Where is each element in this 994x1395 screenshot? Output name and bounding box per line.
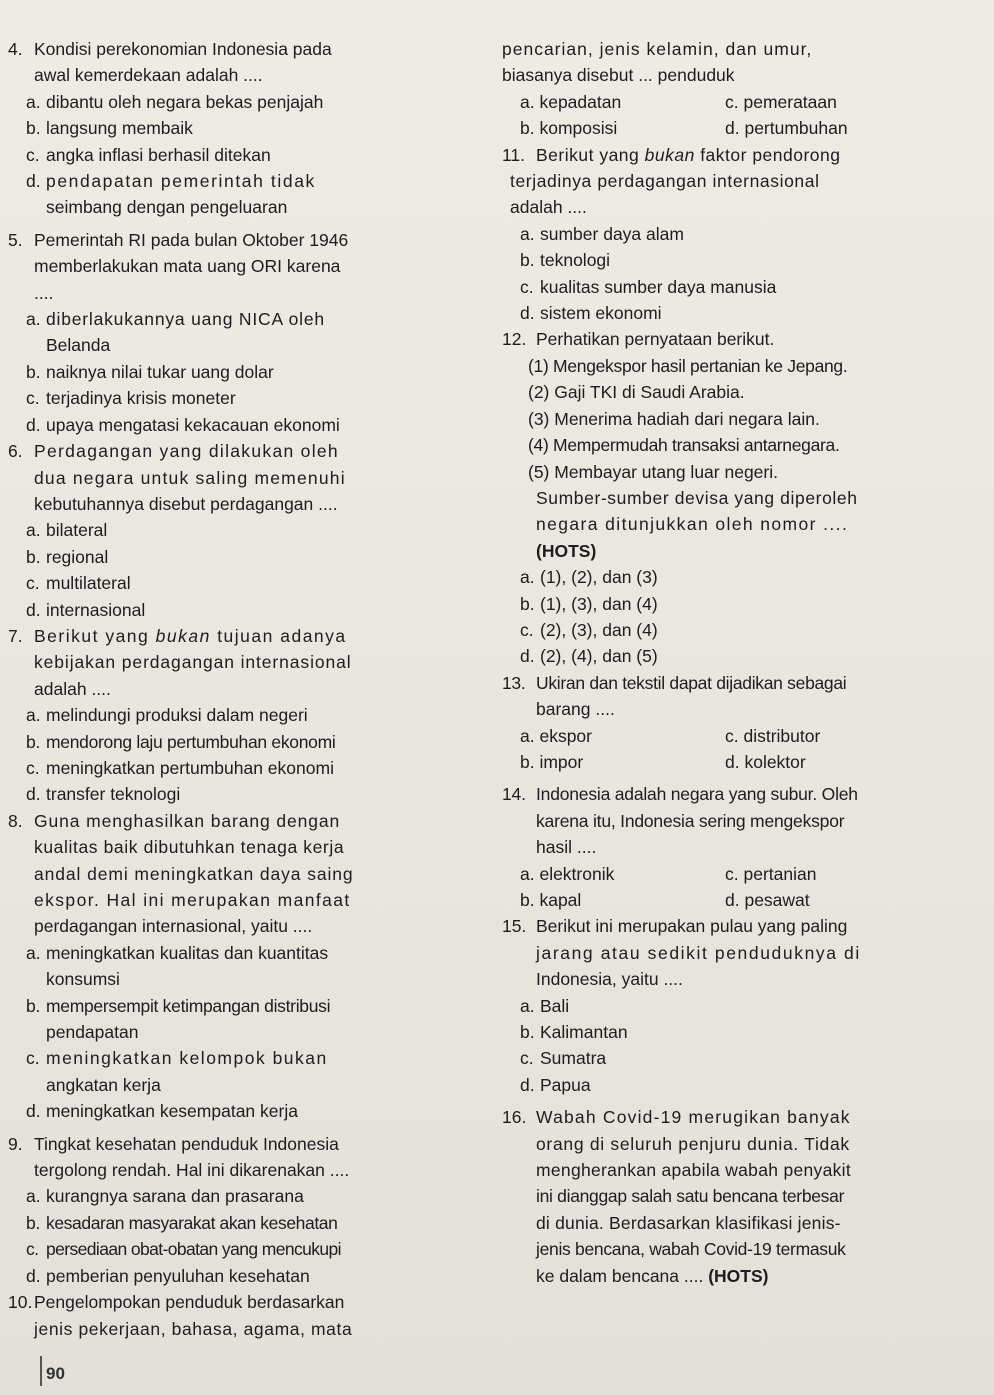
option-text: mempersempit ketimpangan distribusi — [46, 995, 331, 1016]
option-c[interactable] — [8, 385, 486, 411]
option-letter: d. — [520, 646, 535, 667]
option-letter: c. — [26, 573, 40, 594]
text-line-wrap — [502, 168, 988, 194]
option-text: (1), (3), dan (4) — [540, 593, 658, 614]
option-text: pendapatan — [46, 1022, 139, 1043]
text-line-wrap — [8, 1157, 486, 1183]
text-line: pencarian, jenis kelamin, dan umur, — [502, 39, 813, 59]
option-text: regional — [46, 546, 109, 567]
option-letter: b. — [26, 361, 41, 382]
option-text: Kalimantan — [540, 1022, 628, 1043]
text-line: Indonesia, yaitu .... — [536, 969, 683, 990]
option-b[interactable]: b. kapal — [520, 890, 582, 910]
text-line: jarang atau sedikit penduduknya di — [536, 942, 861, 963]
option-letter: a. — [520, 567, 535, 588]
option-text: terjadinya krisis moneter — [46, 388, 236, 409]
question-12 — [502, 326, 988, 669]
page-number: 90 — [46, 1364, 65, 1383]
text-line: Berikut yang bukan faktor pendorong — [536, 144, 841, 165]
left-column — [8, 36, 486, 1342]
question-number: 12. — [502, 329, 527, 350]
option-letter: d. — [26, 171, 41, 192]
option-letter: b. — [520, 250, 535, 271]
text-line-wrap — [8, 834, 486, 860]
option-a[interactable] — [8, 89, 486, 115]
question-11 — [502, 142, 988, 327]
question-text — [502, 142, 988, 168]
option-letter: b. — [26, 546, 41, 567]
option-text: Belanda — [46, 335, 111, 356]
option-a[interactable] — [502, 564, 988, 590]
option-row — [502, 89, 988, 115]
text-line: memberlakukan mata uang ORI karena — [34, 256, 341, 277]
option-b[interactable] — [502, 1019, 988, 1045]
text-line-wrap — [8, 649, 486, 675]
option-a[interactable] — [8, 517, 486, 543]
question-9 — [8, 1131, 486, 1289]
option-d[interactable] — [8, 781, 486, 807]
option-c-cont — [8, 1072, 486, 1098]
option-text: meningkatkan kelompok bukan — [46, 1048, 328, 1069]
option-letter: c. — [26, 757, 40, 778]
option-d[interactable]: d. pesawat — [725, 890, 810, 910]
option-letter: c. — [520, 276, 534, 297]
option-a[interactable]: a. elektronik — [520, 863, 615, 884]
option-b-cont — [8, 1019, 486, 1045]
option-row — [502, 115, 988, 141]
text-line: orang di seluruh penjuru dunia. Tidak — [536, 1133, 850, 1154]
option-text: angka inflasi berhasil ditekan — [46, 144, 271, 165]
question-number: 7. — [8, 625, 23, 646]
option-c[interactable] — [502, 1045, 988, 1071]
option-text: kesadaran masyarakat akan kesehatan — [46, 1212, 338, 1233]
option-text: angkatan kerja — [46, 1074, 161, 1095]
option-d[interactable]: d. kolektor — [725, 751, 806, 772]
option-c[interactable] — [502, 274, 988, 300]
option-a[interactable]: a. ekspor — [520, 725, 592, 746]
question-16 — [502, 1104, 988, 1289]
statement-3: (3) Menerima hadiah dari negara lain. — [528, 408, 820, 429]
option-text: transfer teknologi — [46, 784, 181, 805]
hots-label: (HOTS) — [536, 540, 597, 561]
question-number: 9. — [8, 1133, 23, 1154]
text-line-wrap — [8, 465, 486, 491]
text-line: kualitas baik dibutuhkan tenaga kerja — [34, 837, 345, 858]
hots-label: (HOTS) — [708, 1265, 769, 1286]
option-text: sistem ekonomi — [540, 303, 662, 324]
option-b[interactable] — [8, 1210, 486, 1236]
option-a-cont — [8, 966, 486, 992]
option-text: (1), (2), dan (3) — [540, 567, 658, 588]
text-line-wrap — [8, 491, 486, 517]
option-d[interactable] — [8, 1263, 486, 1289]
text-line: .... — [34, 282, 54, 303]
option-a[interactable] — [8, 702, 486, 728]
option-d[interactable] — [502, 300, 988, 326]
text-line: terjadinya perdagangan internasional — [510, 171, 820, 192]
option-letter: b. — [520, 593, 535, 614]
option-text: Sumatra — [540, 1048, 607, 1069]
text-line: Indonesia adalah negara yang subur. Oleh — [536, 784, 858, 805]
text-line: andal demi meningkatkan daya saing — [34, 863, 354, 884]
option-letter: a. — [26, 942, 41, 963]
question-4 — [8, 36, 486, 221]
text-line-final: ke dalam bencana .... — [536, 1265, 704, 1286]
option-b[interactable] — [8, 115, 486, 141]
text-line: jenis bencana, wabah Covid-19 termasuk — [536, 1239, 846, 1260]
option-a[interactable]: a. kepadatan — [520, 91, 622, 112]
text-line: Perdagangan yang dilakukan oleh — [34, 441, 339, 462]
option-text: kualitas sumber daya manusia — [540, 276, 777, 297]
text-line: kebutuhannya disebut perdagangan .... — [34, 493, 338, 514]
text-line: Pemerintah RI pada bulan Oktober 1946 — [34, 229, 349, 250]
option-text: sumber daya alam — [540, 223, 684, 244]
text-line: kebijakan perdagangan internasional — [34, 652, 352, 673]
text-line: adalah .... — [34, 678, 111, 699]
text-line-wrap — [8, 62, 486, 88]
question-number: 16. — [502, 1107, 527, 1128]
question-text — [502, 670, 988, 696]
text-line: karena itu, Indonesia sering mengekspor — [536, 810, 845, 831]
question-text — [8, 438, 486, 464]
question-text — [8, 1131, 486, 1157]
question-number: 6. — [8, 441, 23, 462]
question-number: 15. — [502, 916, 527, 937]
question-number: 13. — [502, 672, 526, 693]
option-b[interactable] — [8, 544, 486, 570]
text-line-wrap — [8, 861, 486, 887]
question-text — [502, 781, 988, 807]
option-c[interactable] — [8, 142, 486, 168]
option-row — [502, 861, 988, 887]
option-b[interactable] — [8, 993, 486, 1019]
question-7 — [8, 623, 486, 808]
option-b[interactable]: b. impor — [520, 751, 584, 772]
option-letter: c. — [26, 1239, 39, 1260]
text-line: Ukiran dan tekstil dapat dijadikan sebagai — [536, 672, 847, 693]
text-line-wrap — [8, 253, 486, 279]
option-text: persediaan obat-obatan yang mencukupi — [46, 1239, 341, 1260]
question-15 — [502, 913, 988, 1098]
text-line: Guna menghasilkan barang dengan — [34, 810, 341, 831]
option-letter: c. — [26, 144, 40, 165]
question-number: 5. — [8, 229, 23, 250]
question-text — [8, 36, 486, 62]
option-letter: a. — [520, 223, 535, 244]
option-a[interactable] — [502, 993, 988, 1019]
option-text: pemberian penyuluhan kesehatan — [46, 1265, 310, 1286]
option-text: upaya mengatasi kekacauan ekonomi — [46, 414, 340, 435]
option-letter: d. — [26, 1101, 41, 1122]
text-line: Wabah Covid-19 merugikan banyak — [536, 1107, 851, 1128]
option-letter: b. — [26, 995, 40, 1016]
text-line: barang .... — [536, 699, 615, 720]
option-letter: c. — [26, 388, 40, 409]
text-line: mengherankan apabila wabah penyakit — [536, 1160, 852, 1181]
option-letter: d. — [520, 1074, 535, 1095]
question-text — [502, 326, 988, 352]
option-d[interactable] — [502, 643, 988, 669]
option-a-cont — [8, 332, 486, 358]
option-c[interactable] — [502, 617, 988, 643]
question-text — [502, 1104, 988, 1130]
option-d[interactable]: d. pertumbuhan — [725, 118, 848, 139]
option-letter: a. — [26, 520, 41, 541]
text-line: di dunia. Berdasarkan klasifikasi jenis- — [536, 1212, 841, 1233]
text-line: tergolong rendah. Hal ini dikarenakan .... — [34, 1160, 350, 1181]
option-text: langsung membaik — [46, 118, 193, 139]
question-text — [8, 808, 486, 834]
option-text: Papua — [540, 1074, 591, 1095]
option-letter: c. — [520, 1048, 534, 1069]
text-line: perdagangan internasional, yaitu .... — [34, 916, 313, 937]
option-text: multilateral — [46, 573, 131, 594]
option-c[interactable]: c. distributor — [725, 725, 821, 746]
right-column — [502, 36, 988, 1289]
option-letter: d. — [520, 303, 535, 324]
option-d[interactable] — [502, 1072, 988, 1098]
option-text: naiknya nilai tukar uang dolar — [46, 361, 274, 382]
option-b[interactable] — [502, 247, 988, 273]
text-line: ekspor. Hal ini merupakan manfaat — [34, 890, 351, 910]
question-text — [8, 227, 486, 253]
option-d[interactable] — [8, 168, 486, 194]
option-a[interactable] — [8, 940, 486, 966]
option-text: diberlakukannya uang NICA oleh — [46, 309, 325, 330]
option-text: melindungi produksi dalam negeri — [46, 705, 308, 726]
option-letter: a. — [26, 91, 41, 112]
option-text: bilateral — [46, 520, 108, 541]
text-line-wrap — [8, 1316, 486, 1342]
text-line-wrap — [8, 280, 486, 306]
option-d[interactable] — [8, 412, 486, 438]
option-text: meningkatkan pertumbuhan ekonomi — [46, 757, 334, 778]
text-line: Berikut yang bukan tujuan adanya — [34, 625, 347, 646]
question-6 — [8, 438, 486, 623]
text-line: Tingkat kesehatan penduduk Indonesia — [34, 1133, 339, 1154]
question-10-continued — [502, 36, 988, 142]
option-text: meningkatkan kualitas dan kuantitas — [46, 942, 329, 963]
option-letter: b. — [26, 731, 40, 752]
question-text: negara ditunjukkan oleh nomor .... — [536, 514, 849, 535]
text-line: Berikut ini merupakan pulau yang paling — [536, 916, 848, 937]
option-c[interactable] — [8, 570, 486, 596]
question-number: 8. — [8, 810, 23, 831]
option-letter: d. — [26, 784, 41, 805]
statement-2: (2) Gaji TKI di Saudi Arabia. — [528, 382, 745, 403]
option-a[interactable] — [8, 306, 486, 332]
option-b[interactable]: b. komposisi — [520, 118, 618, 139]
option-text: dibantu oleh negara bekas penjajah — [46, 91, 324, 112]
text-line: hasil .... — [536, 837, 597, 858]
text-line: Kondisi perekonomian Indonesia pada — [34, 39, 332, 59]
text-line-wrap — [8, 887, 486, 913]
statement-1: (1) Mengekspor hasil pertanian ke Jepang. — [528, 355, 848, 376]
option-letter: a. — [26, 1186, 41, 1207]
text-line: Pengelompokan penduduk berdasarkan — [34, 1292, 345, 1313]
option-b[interactable] — [8, 729, 486, 755]
option-c[interactable] — [8, 755, 486, 781]
question-text — [8, 623, 486, 649]
option-c[interactable]: c. pertanian — [725, 863, 817, 884]
statement-5: (5) Membayar utang luar negeri. — [528, 461, 778, 482]
option-text: konsumsi — [46, 969, 120, 990]
option-letter: b. — [26, 1212, 40, 1233]
option-text: internasional — [46, 599, 146, 620]
question-number: 10. — [8, 1292, 33, 1313]
option-text: pendapatan pemerintah tidak — [46, 171, 316, 192]
question-number: 14. — [502, 784, 526, 805]
option-text: teknologi — [540, 250, 611, 271]
option-letter: a. — [520, 995, 535, 1016]
option-text: (2), (3), dan (4) — [540, 619, 658, 640]
option-letter: b. — [26, 118, 41, 139]
question-number: 4. — [8, 39, 23, 59]
text-line: Perhatikan pernyataan berikut. — [536, 329, 775, 350]
option-b[interactable] — [8, 359, 486, 385]
option-text: seimbang dengan pengeluaran — [46, 197, 288, 218]
option-letter: d. — [26, 599, 41, 620]
option-row — [502, 887, 988, 913]
text-line: ini dianggap salah satu bencana terbesar — [536, 1186, 845, 1207]
option-text: Bali — [540, 995, 570, 1016]
text-line: awal kemerdekaan adalah .... — [34, 65, 263, 86]
option-letter: c. — [26, 1048, 40, 1069]
statement-4: (4) Mempermudah transaksi antarnegara. — [528, 435, 840, 456]
option-text: (2), (4), dan (5) — [540, 646, 658, 667]
option-a[interactable] — [502, 221, 988, 247]
option-d[interactable] — [8, 1098, 486, 1124]
option-row — [502, 749, 988, 775]
option-c[interactable]: c. pemerataan — [725, 91, 837, 112]
option-letter: a. — [26, 309, 41, 330]
text-line: biasanya disebut ... penduduk — [502, 65, 735, 86]
question-text — [8, 1289, 486, 1315]
option-a[interactable] — [8, 1183, 486, 1209]
option-c[interactable] — [8, 1045, 486, 1071]
option-text: kurangnya sarana dan prasarana — [46, 1186, 304, 1207]
option-letter: b. — [520, 1022, 535, 1043]
text-line — [502, 1263, 988, 1289]
option-b[interactable] — [502, 591, 988, 617]
text-line-wrap — [8, 676, 486, 702]
question-13 — [502, 670, 988, 776]
text-line: dua negara untuk saling memenuhi — [34, 467, 346, 488]
option-letter: a. — [26, 705, 41, 726]
option-letter: d. — [26, 414, 41, 435]
option-letter: d. — [26, 1265, 41, 1286]
option-row — [502, 723, 988, 749]
question-14 — [502, 781, 988, 913]
question-number: 11. — [502, 144, 526, 165]
option-letter: c. — [520, 619, 534, 640]
question-10 — [8, 1289, 486, 1342]
question-8 — [8, 808, 486, 1125]
option-d[interactable] — [8, 597, 486, 623]
text-line: adalah .... — [510, 197, 587, 218]
question-text — [502, 913, 988, 939]
text-line-wrap — [502, 194, 988, 220]
page-number-rule — [40, 1356, 42, 1386]
text-line-wrap — [8, 913, 486, 939]
option-c[interactable] — [8, 1236, 486, 1262]
question-5 — [8, 227, 486, 438]
text-line: jenis pekerjaan, bahasa, agama, mata — [34, 1318, 353, 1339]
option-d-cont — [8, 194, 486, 220]
option-text: meningkatkan kesempatan kerja — [46, 1101, 298, 1122]
option-text: mendorong laju pertumbuhan ekonomi — [46, 731, 336, 752]
question-text: Sumber-sumber devisa yang diperoleh — [536, 487, 858, 508]
